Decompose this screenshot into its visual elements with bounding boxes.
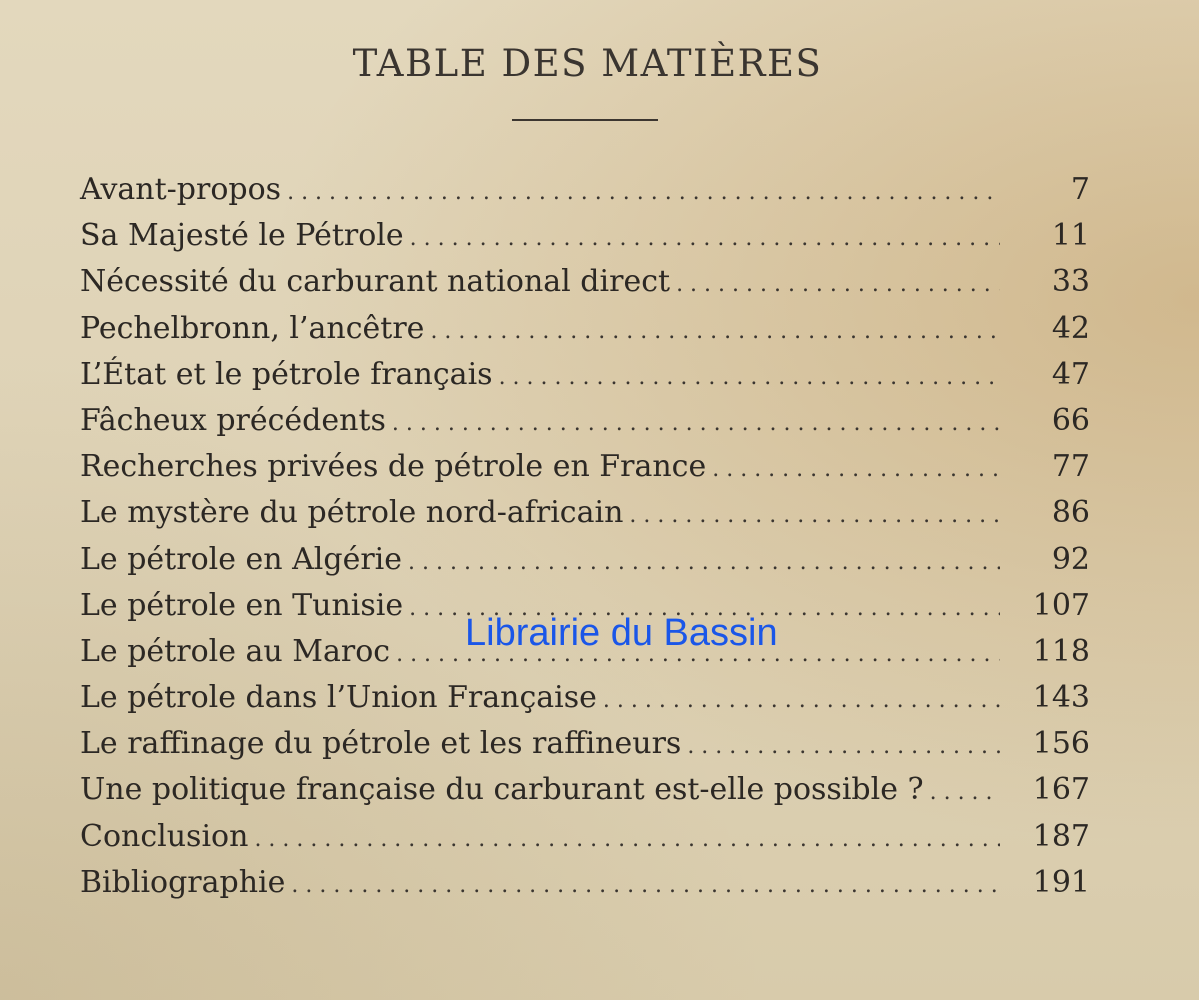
toc-entry-page: 118 [1032, 633, 1090, 669]
toc-leader-dots [687, 724, 1000, 770]
toc-entry-page: 11 [1051, 218, 1090, 254]
toc-entry-page: 167 [1032, 772, 1090, 808]
table-of-contents [80, 167, 1090, 906]
toc-entry-label: Le mystère du pétrole nord-africain [80, 495, 624, 531]
toc-entry-page: 47 [1051, 356, 1090, 392]
toc-entry-page: 42 [1051, 310, 1090, 346]
toc-leader-dots [392, 401, 1000, 447]
toc-entry-label: Une politique française du carburant est-elle possible ? [80, 772, 924, 808]
toc-leader-dots [291, 863, 1000, 909]
toc-entry [80, 398, 1090, 444]
toc-entry-page: 187 [1032, 818, 1090, 854]
toc-entry-label: Fâcheux précédents [80, 402, 386, 438]
page-title: TABLE DES MATIÈRES [352, 42, 823, 85]
toc-entry-page: 33 [1051, 264, 1090, 300]
toc-entry-label: L’État et le pétrole français [80, 356, 493, 392]
toc-entry-label: Avant-propos [80, 172, 282, 207]
toc-entry [80, 675, 1090, 721]
toc-entry-label: Le pétrole au Maroc [80, 633, 391, 669]
toc-entry-page: 191 [1032, 864, 1090, 900]
toc-entry-label: Nécessité du carburant national direct [80, 264, 671, 300]
toc-entry-page: 143 [1032, 680, 1090, 716]
toc-entry [80, 444, 1090, 490]
toc-leader-dots [603, 678, 1000, 724]
toc-entry [80, 259, 1090, 305]
title-rule [512, 119, 658, 121]
toc-entry-page: 156 [1032, 726, 1090, 762]
toc-leader-dots [408, 540, 1000, 586]
toc-leader-dots [287, 170, 1000, 216]
toc-entry-label: Recherches privées de pétrole en France [80, 449, 707, 485]
toc-leader-dots [930, 770, 1000, 816]
toc-leader-dots [410, 216, 1000, 262]
toc-entry [80, 306, 1090, 352]
toc-entry [80, 352, 1090, 398]
toc-entry-page: 77 [1051, 449, 1090, 485]
toc-entry-label: Conclusion [80, 818, 249, 854]
toc-entry-label: Le pétrole en Tunisie [80, 587, 404, 623]
seller-watermark: Librairie du Bassin [465, 612, 778, 654]
toc-entry [80, 213, 1090, 259]
toc-entry-label: Le pétrole dans l’Union Française [80, 680, 597, 716]
toc-entry-label: Pechelbronn, l’ancêtre [80, 310, 425, 346]
toc-entry [80, 814, 1090, 860]
toc-entry-label: Bibliographie [80, 864, 286, 900]
toc-entry-page: 86 [1051, 495, 1090, 531]
toc-entry-label: Le raffinage du pétrole et les raffineurs [80, 726, 682, 762]
toc-entry [80, 537, 1090, 583]
toc-leader-dots [254, 817, 1000, 863]
toc-leader-dots [629, 493, 1000, 539]
toc-leader-dots [430, 309, 1000, 355]
toc-entry-label: Le pétrole en Algérie [80, 541, 403, 577]
toc-leader-dots [712, 447, 1000, 493]
toc-entry [80, 721, 1090, 767]
toc-entry [80, 767, 1090, 813]
toc-entry-page: 107 [1032, 587, 1090, 623]
toc-entry [80, 860, 1090, 906]
toc-entry-label: Sa Majesté le Pétrole [80, 218, 404, 254]
toc-entry [80, 167, 1090, 213]
toc-leader-dots [499, 355, 1000, 401]
toc-entry-page: 7 [1070, 172, 1090, 207]
toc-entry-page: 92 [1051, 541, 1090, 577]
toc-entry [80, 490, 1090, 536]
toc-entry-page: 66 [1051, 402, 1090, 438]
toc-leader-dots [676, 262, 1000, 308]
